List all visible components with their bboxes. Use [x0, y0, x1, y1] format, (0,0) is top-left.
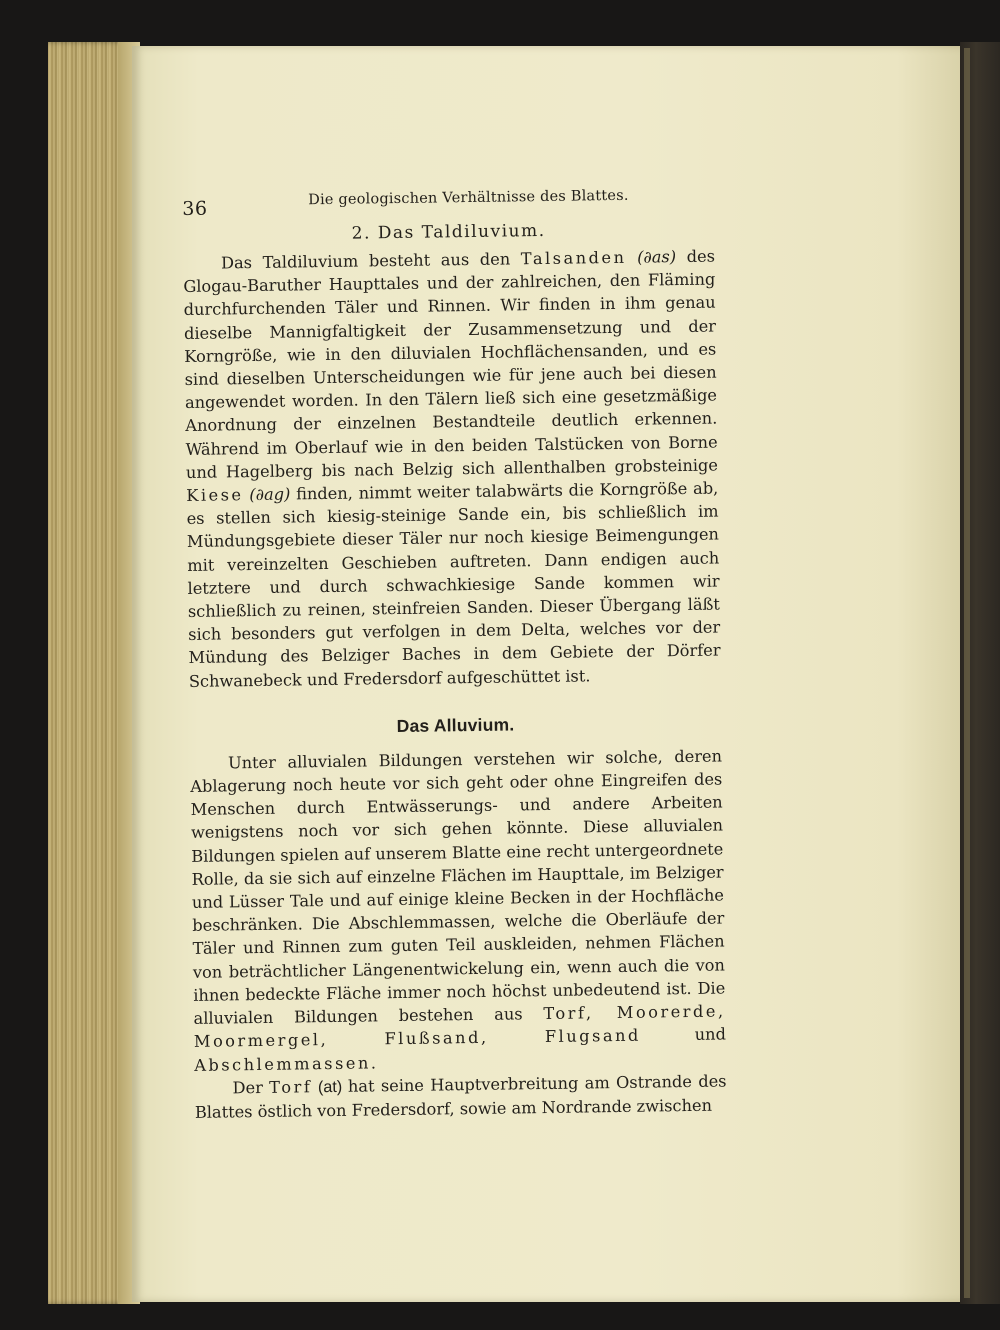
page-edges — [48, 42, 140, 1304]
alluvium-paragraph — [190, 744, 726, 1076]
map-symbol-das: (∂as) — [636, 247, 677, 267]
running-head — [182, 181, 714, 222]
chapter-heading: Das Alluvium. — [396, 714, 515, 736]
map-symbol-dag: (∂ag) — [249, 484, 291, 505]
term-torf: Torf — [269, 1076, 313, 1097]
map-symbol-at: (at) — [312, 1077, 349, 1096]
torf-paragraph — [194, 1069, 727, 1124]
term-abschlemmassen: Abschlemmassen — [194, 1052, 371, 1075]
term-kiese: Kiese — [186, 485, 244, 506]
text-run: Unter alluvialen Bildungen verstehen wir solche, deren Ablagerung noch heute vor sich geht oder ohne Eingreifen des Menschen durch Entwässerungs- und andere Arbeiten wenigstens noch vor sich gehen könnte. Diese alluvialen Bildungen spielen auf unserem Blatte eine recht untergeordnete Rolle, da sie sich auf einzelne Flächen im Haupttale, im Belziger und Lüsser Tale und auf einige kleine Becken in der Hochfläche beschränken. Die Abschlemmassen, welche die Oberläufe der Täler und Rinnen zum guten Teil auskleiden, nehmen Flächen von beträchtlicher Längenentwickelung ein, wenn auch die von ihnen bedeckte Fläche immer noch höchst unbedeutend ist. Die alluvialen Bildungen bestehen aus — [190, 746, 726, 1029]
taldiluvium-paragraph — [183, 245, 721, 693]
text-run: des Glogau-Baruther Haupttales und der zahlreichen, den Fläming durchfurchenden Täler und Rinnen. Wir finden in ihm genau dieselbe Mannigfaltigkeit der Zusammensetzung und der Korngröße, wie in den diluvialen Hochflächensanden, und es sind dieselben Unterscheidungen wie für jene auch bei diesen angewendet worden. In den Tälern ließ sich eine gesetzmäßige Anordnung der einzelnen Bestandteile deutlich erkennen. Während im Oberlauf wie in den beiden Talstücken von Borne und Hagelberg bis nach Belzig sich allenthalben grobsteinige — [183, 246, 719, 482]
text-run: hat seine Hauptverbreitung am Ostrande des Blattes östlich von Fredersdorf, sowie am Nordrande zwischen — [194, 1071, 727, 1122]
page-content — [182, 181, 727, 1124]
page-number: 36 — [182, 197, 208, 220]
text-run: . — [370, 1052, 377, 1072]
text-run: Das Taldiluvium besteht aus den — [220, 249, 521, 273]
text-run: Der — [232, 1077, 270, 1098]
text-run: finden, nimmt weiter talabwärts die Korngröße ab, es stellen sich kiesig-steinige Sande ein, bis schließlich im Mündungsgebiete dieser Täler nur noch kiesige Beimengungen mit vereinzelten Geschieben auftreten. Dann endigen auch letztere und durch schwachkiesige Sande kommen wir schließlich zu reinen, steinfreien Sanden. Dieser Übergang läßt sich besonders gut verfolgen in dem Delta, welches vor der Mündung des Belziger Baches in dem Gebiete der Dörfer Schwanebeck und Fredersdorf aufgeschüttet ist. — [186, 478, 721, 691]
running-title: Die geologischen Verhältnisse des Blattes. — [308, 187, 629, 209]
section-heading: 2. Das Taldiluvium. — [351, 220, 546, 244]
term-talsanden: Talsanden — [520, 247, 627, 269]
opposite-page-edge — [960, 42, 1000, 1304]
text-run: und — [640, 1024, 727, 1045]
term-list: Torf, Moorerde, Moormergel, Flußsand, Flugsand — [193, 1001, 726, 1052]
